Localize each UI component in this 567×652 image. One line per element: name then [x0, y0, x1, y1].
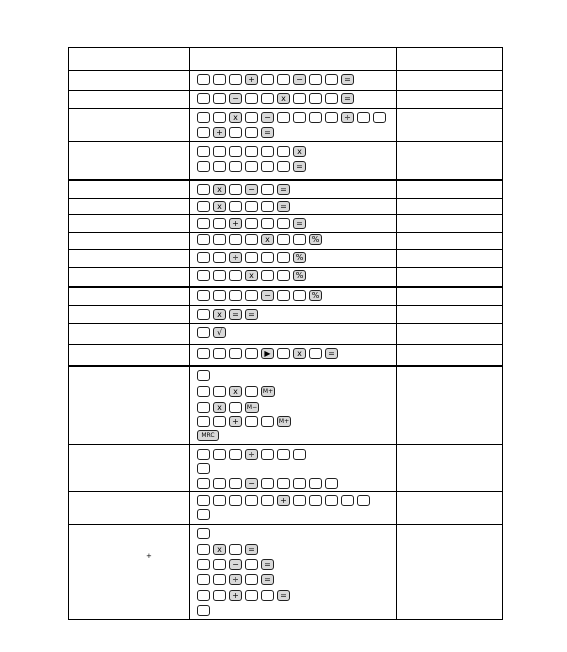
blank-key: [277, 161, 290, 172]
blank-key: [213, 93, 226, 104]
memory-minus-key: M−: [246, 404, 258, 411]
blank-key: [261, 218, 274, 229]
blank-key: [229, 161, 242, 172]
blank-key: [213, 252, 226, 263]
blank-key: [261, 74, 274, 85]
multiply-key: x: [245, 270, 258, 281]
blank-key: [293, 449, 306, 460]
blank-key: [277, 270, 290, 281]
blank-key: [197, 218, 210, 229]
blank-key: [229, 449, 242, 460]
blank-key: [325, 495, 338, 506]
blank-key: [213, 290, 226, 301]
blank-key: [261, 201, 274, 212]
blank-key: [309, 348, 322, 359]
blank-key: [197, 201, 210, 212]
percent-key: %: [293, 252, 306, 263]
multiply-key: x: [213, 309, 226, 320]
equals-key: =: [261, 574, 274, 585]
blank-key: [261, 270, 274, 281]
blank-key: [213, 270, 226, 281]
blank-key: [229, 234, 242, 245]
percent-key: %: [293, 270, 306, 281]
equals-key: =: [293, 161, 306, 172]
blank-key: [213, 416, 226, 427]
multiply-key: x: [293, 146, 306, 157]
minus-key: −: [229, 93, 242, 104]
blank-key: [261, 416, 274, 427]
blank-key: [277, 252, 290, 263]
multiply-key: x: [277, 93, 290, 104]
divide-key: ÷: [229, 574, 242, 585]
blank-key: [245, 495, 258, 506]
blank-key: [325, 112, 338, 123]
blank-key: [197, 309, 210, 320]
blank-key: [245, 416, 258, 427]
blank-key: [245, 574, 258, 585]
minus-key: −: [293, 74, 306, 85]
blank-key: [197, 449, 210, 460]
row-divider: [69, 286, 502, 288]
blank-key: [277, 146, 290, 157]
blank-key: [277, 218, 290, 229]
blank-key: [197, 402, 210, 413]
blank-key: [229, 495, 242, 506]
blank-key: [261, 184, 274, 195]
blank-key: [197, 463, 210, 474]
blank-key: [213, 218, 226, 229]
equals-key: =: [325, 348, 338, 359]
row-divider: [69, 249, 502, 250]
row-divider: [69, 108, 502, 109]
blank-key: [293, 478, 306, 489]
blank-key: [245, 348, 258, 359]
blank-key: [197, 370, 210, 381]
blank-key: [357, 112, 370, 123]
blank-key: [213, 348, 226, 359]
plus-key: +: [213, 127, 226, 138]
multiply-key: x: [213, 184, 226, 195]
blank-key: [261, 93, 274, 104]
blank-key: [245, 252, 258, 263]
blank-key: [293, 234, 306, 245]
multiply-key: x: [213, 201, 226, 212]
memory-plus-key: M+: [262, 388, 274, 395]
blank-key: [261, 252, 274, 263]
blank-key: [197, 386, 210, 397]
row-divider: [69, 90, 502, 91]
blank-key: [197, 327, 210, 338]
blank-key: [229, 348, 242, 359]
blank-key: [325, 93, 338, 104]
equals-key: =: [341, 74, 354, 85]
blank-key: [229, 127, 242, 138]
blank-key: [277, 449, 290, 460]
row-divider: [69, 214, 502, 215]
blank-key: [277, 478, 290, 489]
blank-key: [197, 605, 210, 616]
multiply-key: x: [213, 402, 226, 413]
blank-key: [213, 234, 226, 245]
blank-key: [293, 112, 306, 123]
minus-key: −: [261, 112, 274, 123]
blank-key: [229, 74, 242, 85]
blank-key: [325, 74, 338, 85]
row-divider: [69, 524, 502, 525]
row-divider: [69, 305, 502, 306]
blank-key: [293, 495, 306, 506]
minus-key: −: [229, 559, 242, 570]
blank-key: [245, 290, 258, 301]
blank-key: [213, 146, 226, 157]
blank-key: [213, 386, 226, 397]
multiply-key: x: [261, 234, 274, 245]
blank-key: [341, 495, 354, 506]
blank-key: [357, 495, 370, 506]
column-divider: [396, 48, 397, 619]
minus-key: −: [245, 478, 258, 489]
blank-key: [229, 270, 242, 281]
blank-key: [197, 416, 210, 427]
blank-key: [245, 218, 258, 229]
row-divider: [69, 344, 502, 345]
blank-key: [245, 127, 258, 138]
blank-key: [197, 234, 210, 245]
column-divider: [189, 48, 190, 619]
blank-key: [309, 495, 322, 506]
blank-key: [245, 234, 258, 245]
blank-key: [213, 161, 226, 172]
plus-key: +: [229, 218, 242, 229]
divide-key: ÷: [245, 449, 258, 460]
blank-key: [293, 290, 306, 301]
blank-key: [213, 449, 226, 460]
memory-recall-key: MRC: [197, 430, 219, 441]
plus-key: +: [277, 495, 290, 506]
blank-key: [197, 590, 210, 601]
plus-key: +: [245, 74, 258, 85]
blank-key: [229, 544, 242, 555]
multiply-key: x: [229, 112, 242, 123]
blank-key: [245, 559, 258, 570]
equals-key: =: [277, 201, 290, 212]
equals-key: =: [277, 590, 290, 601]
blank-key: [197, 528, 210, 539]
equals-key: =: [261, 559, 274, 570]
blank-key: [197, 74, 210, 85]
blank-key: [197, 290, 210, 301]
blank-key: [229, 146, 242, 157]
blank-key: [229, 184, 242, 195]
blank-key: [197, 495, 210, 506]
equals-key: =: [277, 184, 290, 195]
blank-key: [245, 201, 258, 212]
divide-key: ÷: [341, 112, 354, 123]
blank-key: [245, 112, 258, 123]
blank-key: [277, 348, 290, 359]
equals-key: =: [229, 309, 242, 320]
equals-key: =: [245, 309, 258, 320]
plus-key: +: [229, 416, 242, 427]
memory-plus-key: M+: [278, 418, 290, 425]
blank-key: [197, 146, 210, 157]
blank-key: [213, 559, 226, 570]
percent-key: %: [309, 290, 322, 301]
blank-key: [245, 386, 258, 397]
blank-key: [197, 184, 210, 195]
row-divider: [69, 232, 502, 233]
blank-key: [197, 348, 210, 359]
row-divider: [69, 323, 502, 324]
multiply-key: x: [229, 386, 242, 397]
blank-key: [261, 146, 274, 157]
blank-key: [197, 161, 210, 172]
blank-key: [197, 478, 210, 489]
blank-key: [197, 509, 210, 520]
blank-key: [213, 112, 226, 123]
blank-key: [245, 590, 258, 601]
blank-key: [309, 74, 322, 85]
blank-key: [197, 93, 210, 104]
plus-key: +: [229, 590, 242, 601]
blank-key: [293, 93, 306, 104]
minus-key: −: [245, 184, 258, 195]
blank-key: [213, 478, 226, 489]
blank-key: [213, 74, 226, 85]
blank-key: [197, 112, 210, 123]
blank-key: [325, 478, 338, 489]
blank-key: [213, 495, 226, 506]
square-root-key: √: [213, 327, 226, 338]
row-divider: [69, 444, 502, 445]
blank-key: [197, 127, 210, 138]
percent-key: %: [309, 234, 322, 245]
right-arrow-key: ▶: [261, 348, 274, 359]
row-divider: [69, 141, 502, 142]
blank-key: [309, 93, 322, 104]
row-divider: [69, 179, 502, 181]
minus-key: −: [261, 290, 274, 301]
blank-key: [309, 478, 322, 489]
blank-key: [197, 270, 210, 281]
blank-key: [277, 290, 290, 301]
blank-key: [309, 112, 322, 123]
equals-key: =: [245, 544, 258, 555]
blank-key: [277, 112, 290, 123]
blank-key: [229, 201, 242, 212]
divide-key: ÷: [229, 252, 242, 263]
blank-key: [245, 146, 258, 157]
blank-key: [197, 574, 210, 585]
multiply-key: x: [293, 348, 306, 359]
row-divider: [69, 491, 502, 492]
blank-key: [261, 495, 274, 506]
blank-key: [261, 161, 274, 172]
equals-key: =: [341, 93, 354, 104]
equals-key: =: [293, 218, 306, 229]
row-divider: [69, 198, 502, 199]
blank-key: [213, 590, 226, 601]
equals-key: =: [261, 127, 274, 138]
blank-key: [261, 590, 274, 601]
blank-key: [277, 234, 290, 245]
blank-key: [229, 478, 242, 489]
blank-key: [213, 574, 226, 585]
key-sequence-table: [68, 47, 503, 620]
blank-key: [245, 93, 258, 104]
blank-key: [373, 112, 386, 123]
blank-key: [197, 252, 210, 263]
blank-key: [277, 74, 290, 85]
plus-sign-note: +: [146, 552, 152, 560]
blank-key: [261, 478, 274, 489]
blank-key: [197, 544, 210, 555]
blank-key: [229, 402, 242, 413]
row-divider: [69, 70, 502, 71]
blank-key: [197, 559, 210, 570]
blank-key: [229, 290, 242, 301]
blank-key: [261, 449, 274, 460]
row-divider: [69, 365, 502, 367]
blank-key: [245, 161, 258, 172]
multiply-key: x: [213, 544, 226, 555]
row-divider: [69, 267, 502, 268]
